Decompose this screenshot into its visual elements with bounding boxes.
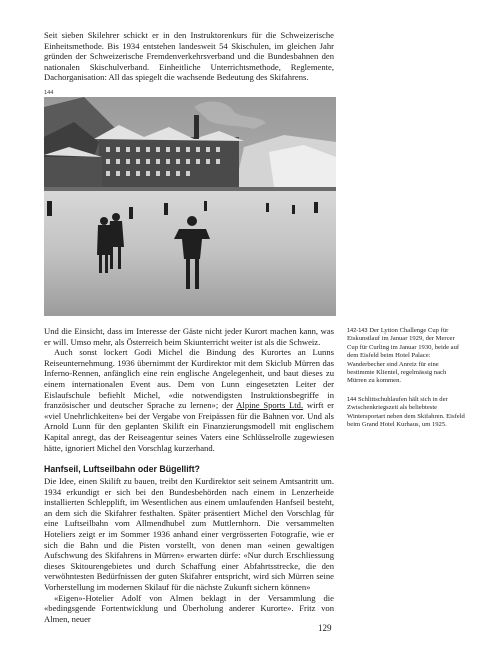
- caption-number: 142-143: [347, 328, 368, 334]
- body-text-upper: [44, 326, 334, 453]
- paragraph-1: Seit sieben Skilehrer schickt er in den Instruktorenkurs für die Schweizerische Einheitsmethode. Bis 1934 entstehen landesweit 54 Skischulen, im gleichen Jahr gründen der Schweizerische Fremdenverkehrsverband und die Bundesbahnen den nationalen Skischulverband. Einheitliche Unterrichtsmethode, Reglemente, Dachorganisation: All das spiegelt die wachsende Bedeutung des Skifahrens.: [44, 30, 334, 83]
- intro-paragraph: [44, 30, 334, 83]
- caption-text: Der Lytton Challenge Cup für Eiskunstlauf im Januar 1929, der Mercer Cup für Curling im Januar 1930, beide auf dem Eisfeld beim Hotel Palace: Wanderbecher sind Anreiz für eine bestimmte Klientel, regelmässig nach Mürren zu kommen.: [347, 327, 460, 385]
- body-text-lower: [44, 476, 334, 624]
- paragraph-3: [44, 347, 334, 453]
- caption-144: [347, 396, 465, 430]
- caption-text: Schlittschuhlaufen hält sich in der Zwischenkriegszeit als beliebteste Wintersportart neben dem Skifahren. Eisfeld beim Grand Hotel Kurhaus, um 1925.: [347, 396, 465, 429]
- paragraph-2: Und die Einsicht, dass im Interesse der Gäste nicht jeder Kurort machen kann, was er will. Umso mehr, als Österreich beim Skiunterricht weiter ist als die Schweiz.: [44, 326, 334, 347]
- company-name: Alpine Sports Ltd.: [236, 400, 304, 411]
- photo-illustration: [44, 97, 336, 316]
- historic-photo-ice-skating: [44, 97, 336, 316]
- caption-142-143: [347, 327, 465, 386]
- page-number: 129: [318, 623, 332, 633]
- figure-label: 144: [44, 90, 54, 96]
- paragraph-3-end: wirft er «viel Unehrlichkeiten» bei der Vergabe von Freipässen für die Bahnen vor. Und als Arnold Lunn für den geplanten Skilift ein Finanzierungsmodell mit englischem Kapital anregt, das der Reiseagentur seines Vaters eine Schlüsselrolle zugewiesen hätte, ignoriert Michel den Vorschlag kurzerhand.: [44, 400, 334, 453]
- paragraph-4: Die Idee, einen Skilift zu bauen, treibt den Kurdirektor seit seinem Amtsantritt um. 1934 erkundigt er sich bei den Bundesbehörden nach einem in Lenzerheide installierten Schlepplift, im Wesentlichen aus einem umlaufenden Hanfseil besteht, an dem sich die Skifahrer festhalten. Später präsentiert Michel den Vorschlag für eine Luftseilbahn vom Allmendhubel zum Muttlernhorn. Die versammelten Hoteliers zeigt er im Sommer 1936 anhand einer vergrösserten Fotografie, wie er sich die Bahn und die Pisten vorstellt, von denen man «einen gewaltigen Aufschwung des Skifahrens in Mürren» erwarten dürfe: «Nur durch Erschliessung dieses Skitourengebietes und durch Schaffung einer Abfahrtsstrecke, die den verwöhntesten Bedürfnissen der guten Skifahrer entspricht, wird sich Mürren seine Vorherstellung im modernen Skilauf für die nächste Zukunft sichern können»: [44, 476, 334, 592]
- caption-number: 144: [347, 397, 357, 403]
- paragraph-3-start: Auch sonst lockert Godi Michel die Bindung des Kurortes an Lunns Reiseunternehmung. 1936 übernimmt der Kurdirektor mit dem Skiclub Mürren das Inferno-Rennen, anfänglich eine rein englische Angelegenheit, und baut dieses zu einem internationalen Event aus. Dem von Lunn eingesetzten Leiter der Eislaufschule befiehlt Michel, «die notwendigsten Instruktionsbegriffe in französischer und deutscher Sprache zu lernen»; der: [44, 347, 334, 411]
- paragraph-5: «Eigen»-Hotelier Adolf von Almen beklagt in der Versammlung die «bedingsgende Fortentwicklung und Überholung anderer Kurorte». Fritz von Almen, neuer: [44, 592, 334, 624]
- section-heading: Hanfseil, Luftseilbahn oder Bügellift?: [44, 464, 200, 474]
